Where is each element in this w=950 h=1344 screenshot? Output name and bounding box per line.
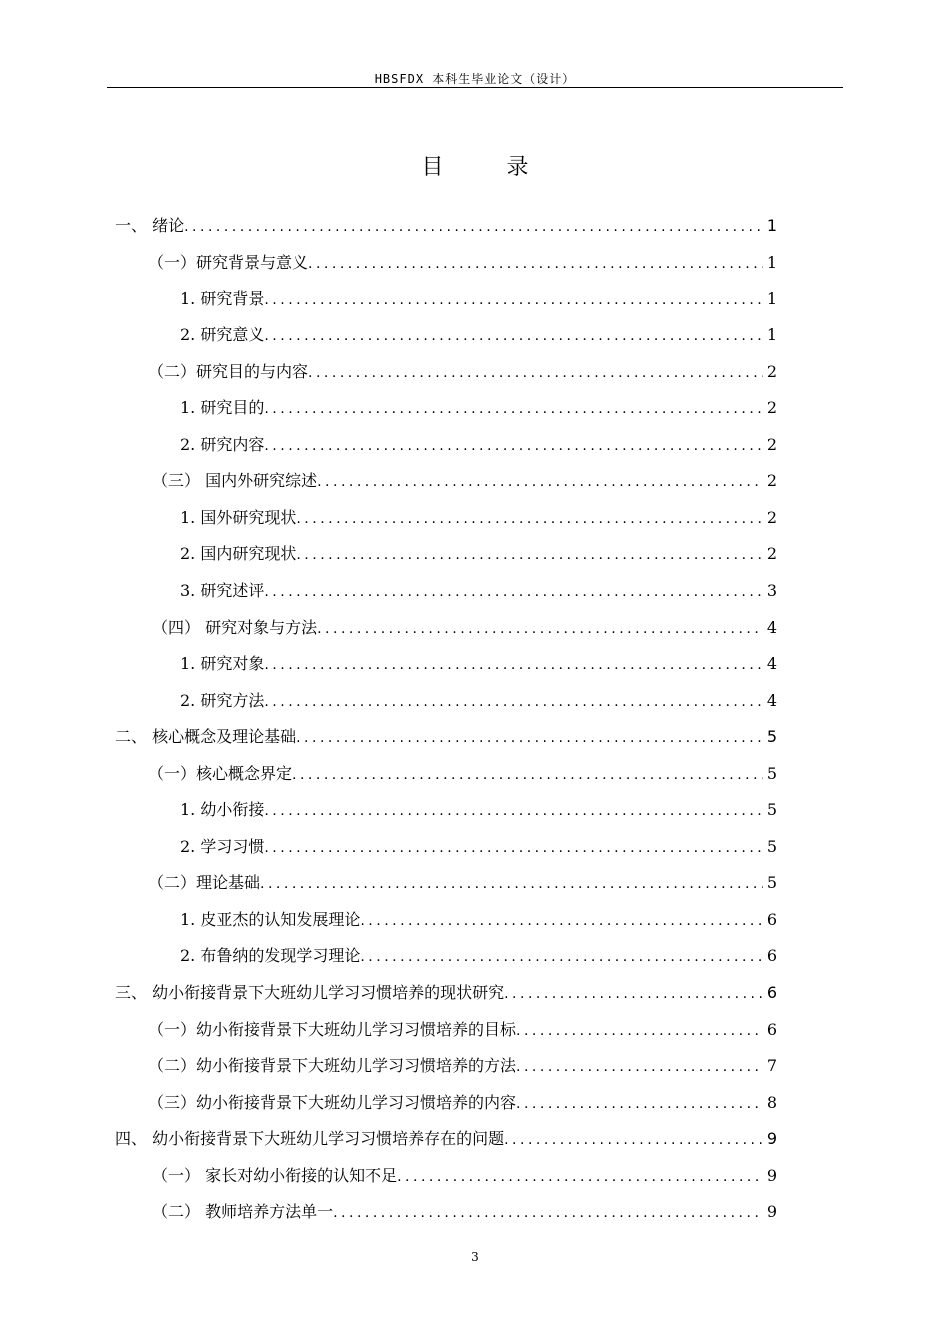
leader-dots	[264, 287, 762, 313]
toc-entry[interactable]	[152, 468, 777, 494]
toc-entry[interactable]	[115, 724, 777, 750]
leader-dots	[360, 908, 762, 934]
toc-entry-label: （三） 国内外研究综述	[152, 471, 318, 490]
toc-entry-label: 3. 研究述评	[180, 581, 265, 600]
toc-entry[interactable]	[115, 1126, 777, 1152]
toc-entry[interactable]	[180, 907, 777, 933]
toc-entry[interactable]	[180, 286, 777, 312]
toc-entry-label: （二）理论基础	[148, 873, 261, 892]
toc-entry[interactable]	[148, 359, 777, 385]
toc-entry-label: 1. 研究目的	[180, 398, 265, 417]
toc-entry-page: 1	[766, 325, 777, 344]
toc-entry[interactable]	[180, 505, 777, 531]
toc-entry[interactable]	[152, 1163, 777, 1189]
leader-dots	[264, 652, 762, 678]
leader-dots	[264, 396, 762, 422]
toc-entry[interactable]	[180, 943, 777, 969]
toc-entry-page: 9	[766, 1129, 777, 1148]
leader-dots	[308, 251, 763, 277]
toc-entry-page: 6	[766, 983, 777, 1002]
toc-entry[interactable]	[180, 322, 777, 348]
toc-entry-page: 4	[766, 691, 777, 710]
toc-entry-page: 9	[766, 1166, 777, 1185]
toc-entry-label: （一） 家长对幼小衔接的认知不足	[152, 1166, 398, 1185]
toc-entry-page: 2	[766, 508, 777, 527]
toc-entry-page: 3	[766, 581, 777, 600]
toc-entry[interactable]	[148, 870, 777, 896]
leader-dots	[296, 725, 763, 751]
toc-entry-label: 2. 国内研究现状	[180, 544, 297, 563]
toc-entry[interactable]	[148, 761, 777, 787]
leader-dots	[184, 214, 763, 240]
toc-entry-label: 2. 研究意义	[180, 325, 265, 344]
toc-entry-label: 四、 幼小衔接背景下大班幼儿学习习惯培养存在的问题	[115, 1129, 505, 1148]
leader-dots	[296, 506, 762, 532]
toc-entry-page: 6	[766, 1020, 777, 1039]
toc-entry-page: 4	[766, 618, 777, 637]
toc-entry-page: 5	[766, 764, 777, 783]
toc-entry[interactable]	[148, 250, 777, 276]
toc-entry[interactable]	[180, 432, 777, 458]
toc-entry-label: 1. 皮亚杰的认知发展理论	[180, 910, 361, 929]
leader-dots	[516, 1091, 763, 1117]
toc-entry[interactable]	[148, 1017, 777, 1043]
leader-dots	[504, 1127, 763, 1153]
toc-entry-label: 1. 幼小衔接	[180, 800, 265, 819]
toc-title: 目 录	[421, 155, 557, 180]
toc-entry-label: （一）核心概念界定	[148, 764, 293, 783]
leader-dots	[264, 835, 762, 861]
leader-dots	[317, 616, 763, 642]
toc-entry-label: （一）研究背景与意义	[148, 253, 309, 272]
leader-dots	[504, 981, 763, 1007]
toc-entry-page: 8	[766, 1093, 777, 1112]
leader-dots	[317, 469, 763, 495]
toc-entry-page: 7	[766, 1056, 777, 1075]
toc-entry-page: 5	[766, 837, 777, 856]
toc-entry[interactable]	[180, 395, 777, 421]
toc-entry-page: 1	[766, 216, 777, 235]
toc-entry[interactable]	[148, 1090, 777, 1116]
toc-entry[interactable]	[180, 797, 777, 823]
leader-dots	[308, 360, 763, 386]
toc-entry-page: 2	[766, 362, 777, 381]
toc-entry[interactable]	[180, 651, 777, 677]
toc-entry-label: 2. 研究方法	[180, 691, 265, 710]
toc-entry[interactable]	[180, 541, 777, 567]
toc-entry-page: 1	[766, 289, 777, 308]
toc-entry[interactable]	[180, 688, 777, 714]
toc-entry-page: 5	[766, 727, 777, 746]
toc-entry[interactable]	[180, 834, 777, 860]
toc-entry-label: 1. 研究对象	[180, 654, 265, 673]
toc-entry-label: 三、 幼小衔接背景下大班幼儿学习习惯培养的现状研究	[115, 983, 505, 1002]
toc-entry-label: 二、 核心概念及理论基础	[115, 727, 297, 746]
leader-dots	[296, 542, 762, 568]
leader-dots	[516, 1018, 763, 1044]
toc-entry-page: 5	[766, 800, 777, 819]
leader-dots	[264, 323, 762, 349]
toc-entry-label: （一）幼小衔接背景下大班幼儿学习习惯培养的目标	[148, 1020, 517, 1039]
leader-dots	[516, 1054, 763, 1080]
leader-dots	[397, 1164, 763, 1190]
leader-dots	[264, 433, 762, 459]
toc-entry-page: 2	[766, 435, 777, 454]
leader-dots	[264, 689, 762, 715]
toc-entry-page: 9	[766, 1202, 777, 1221]
toc-entry[interactable]	[115, 980, 777, 1006]
toc-entry-page: 1	[766, 253, 777, 272]
toc-entry-label: 2. 学习习惯	[180, 837, 265, 856]
toc-entry-label: 2. 研究内容	[180, 435, 265, 454]
toc-entry[interactable]	[152, 1199, 777, 1225]
toc-entry-page: 6	[766, 946, 777, 965]
toc-entry-page: 4	[766, 654, 777, 673]
toc-entry-label: 1. 国外研究现状	[180, 508, 297, 527]
toc-entry-label: 一、 绪论	[115, 216, 185, 235]
toc-entry-label: （二） 教师培养方法单一	[152, 1202, 334, 1221]
toc-entry-page: 5	[766, 873, 777, 892]
toc-entry[interactable]	[148, 1053, 777, 1079]
leader-dots	[260, 871, 763, 897]
running-header: HBSFDX 本科生毕业论文（设计）	[374, 72, 576, 86]
toc-entry[interactable]	[152, 615, 777, 641]
toc-entry[interactable]	[180, 578, 777, 604]
toc-entry-label: 1. 研究背景	[180, 289, 265, 308]
toc-entry-label: （二）幼小衔接背景下大班幼儿学习习惯培养的方法	[148, 1056, 517, 1075]
toc-entry-page: 2	[766, 471, 777, 490]
toc-entry[interactable]	[115, 213, 777, 239]
leader-dots	[264, 798, 762, 824]
toc-entry-page: 6	[766, 910, 777, 929]
toc-entry-page: 2	[766, 398, 777, 417]
leader-dots	[333, 1200, 763, 1226]
toc-entry-label: （三）幼小衔接背景下大班幼儿学习习惯培养的内容	[148, 1093, 517, 1112]
toc-entry-label: （二）研究目的与内容	[148, 362, 309, 381]
leader-dots	[264, 579, 762, 605]
page-number: 3	[471, 1250, 479, 1264]
leader-dots	[292, 762, 763, 788]
toc-entry-label: 2. 布鲁纳的发现学习理论	[180, 946, 361, 965]
toc-entry-label: （四） 研究对象与方法	[152, 618, 318, 637]
leader-dots	[360, 944, 762, 970]
toc-entry-page: 2	[766, 544, 777, 563]
